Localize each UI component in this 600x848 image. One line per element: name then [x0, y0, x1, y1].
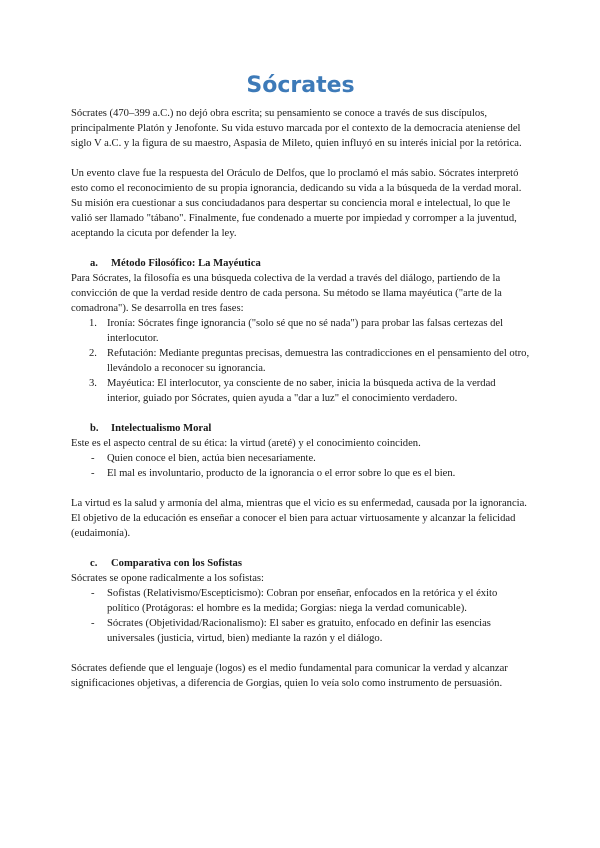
- list-item: [71, 316, 530, 346]
- sophists-comparison-list: [71, 586, 530, 646]
- section-b-marker: b.: [90, 423, 99, 434]
- section-c-heading: [71, 556, 530, 571]
- list-number: 3.: [89, 378, 97, 389]
- section-a-marker: a.: [90, 258, 98, 269]
- section-b-after: La virtud es la salud y armonía del alma, mientras que el vicio es su enfermedad, causada por la ignorancia. El objetivo de la educación es enseñar a conocer el bien para actuar virtuosamente y alcanzar la felicidad (eudaimonía).: [71, 498, 527, 539]
- section-c-title: Comparativa con los Sofistas: [111, 558, 242, 569]
- list-item: [71, 616, 530, 646]
- list-item: [71, 466, 530, 481]
- bullet-dash: -: [91, 468, 95, 479]
- section-a-title: Método Filosófico: La Mayéutica: [111, 258, 261, 269]
- list-item-text: Ironía: Sócrates finge ignorancia ("solo sé que no sé nada") para probar las falsas certezas del interlocutor.: [107, 318, 504, 344]
- section-b-title: Intelectualismo Moral: [111, 423, 212, 434]
- list-item: [71, 451, 530, 466]
- list-number: 2.: [89, 348, 97, 359]
- section-c-after: Sócrates defiende que el lenguaje (logos) es el medio fundamental para comunicar la verdad y alcanzar significaciones objetivas, a diferencia de Gorgias, quien lo veía solo como instrumento de persuasión.: [71, 663, 508, 689]
- section-b-heading: [71, 421, 530, 436]
- section-c-body: Sócrates se opone radicalmente a los sofistas:: [71, 573, 264, 584]
- list-item-text: Refutación: Mediante preguntas precisas, demuestra las contradicciones en el pensamiento del otro, llevándolo a reconocer su ignorancia.: [107, 348, 530, 374]
- list-item: [71, 346, 530, 376]
- list-item-text: Mayéutica: El interlocutor, ya consciente de no saber, inicia la búsqueda activa de la verdad interior, guiado por Sócrates, quien ayuda a "dar a luz" el conocimiento verdadero.: [107, 378, 496, 404]
- list-number: 1.: [89, 318, 97, 329]
- bullet-dash: -: [91, 588, 95, 599]
- intro-paragraph-1: Sócrates (470–399 a.C.) no dejó obra escrita; su pensamiento se conoce a través de sus discípulos, principalmente Platón y Jenofonte. Su vida estuvo marcada por el contexto de la democracia ateniense del siglo V a.C. y la figura de su maestro, Aspasia de Mileto, quien influyó en su interés inicial por la retórica.: [71, 108, 522, 149]
- list-item-text: Quien conoce el bien, actúa bien necesariamente.: [107, 453, 316, 464]
- intellectualism-list: [71, 451, 530, 481]
- spacer: [71, 241, 530, 256]
- list-item: [71, 376, 530, 406]
- section-b-body: Este es el aspecto central de su ética: la virtud (areté) y el conocimiento coinciden.: [71, 438, 421, 449]
- bullet-dash: -: [91, 618, 95, 629]
- section-a-heading: [71, 256, 530, 271]
- bullet-dash: -: [91, 453, 95, 464]
- intro-paragraph-2: Un evento clave fue la respuesta del Oráculo de Delfos, que lo proclamó el más sabio. Sócrates interpretó esto como el reconocimiento de su propia ignorancia, dedicando su vida a la búsqueda de la verdad moral. Su misión era cuestionar a sus conciudadanos para despertar su conciencia moral e intelectual, lo que le valió ser llamado "tábano". Finalmente, fue condenado a muerte por impiedad y corromper a la juventud, aceptando la cicuta por defender la ley.: [71, 168, 522, 239]
- spacer: [71, 151, 530, 166]
- list-item-text: Sócrates (Objetividad/Racionalismo): El saber es gratuito, enfocado en definir las esencias universales (justicia, virtud, bien) mediante la razón y el diálogo.: [107, 618, 491, 644]
- spacer: [71, 406, 530, 421]
- spacer: [71, 646, 530, 661]
- list-item-text: El mal es involuntario, producto de la ignorancia o el error sobre lo que es el bien.: [107, 468, 456, 479]
- section-a-body: Para Sócrates, la filosofía es una búsqueda colectiva de la verdad a través del diálogo, partiendo de la convicción de que la verdad reside dentro de cada persona. Su método se llama mayéutica ("arte de la comadrona"). Se desarrolla en tres fases:: [71, 273, 502, 314]
- section-c-marker: c.: [90, 558, 98, 569]
- spacer: [71, 541, 530, 556]
- page-title: Sócrates: [246, 73, 355, 98]
- list-item: [71, 586, 530, 616]
- mayeutica-phases-list: [71, 316, 530, 406]
- spacer: [71, 481, 530, 496]
- list-item-text: Sofistas (Relativismo/Escepticismo): Cobran por enseñar, enfocados en la retórica y el éxito político (Protágoras: el hombre es la medida; Gorgias: niega la verdad comunicable).: [107, 588, 498, 614]
